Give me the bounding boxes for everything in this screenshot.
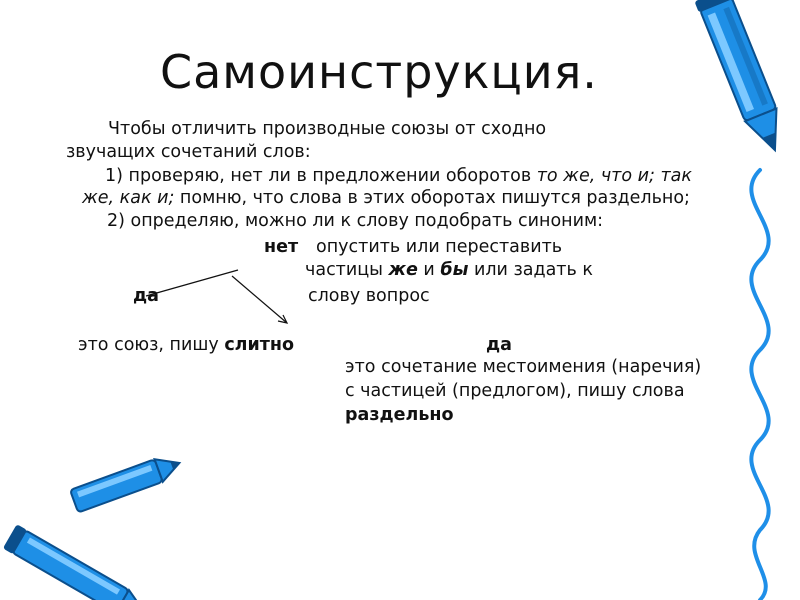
right-result-line-1: это сочетание местоимения (наречия) [345,357,702,377]
step1-text-b: помню, что слова в этих оборотах пишутся раздельно; [174,188,690,208]
right-yes-label: да [486,335,512,355]
right-result-line-3: раздельно [345,405,454,425]
step1-italic-b: же, как и; [82,188,175,208]
slide-title: Самоинструкция. [160,45,598,99]
intro-line-1: Чтобы отличить производные союзы от сходно [108,119,547,139]
step1-text-a: 1) проверяю, нет ли в предложении оборотов [105,166,537,186]
pencil-icon [660,0,800,190]
left-result-bold: слитно [224,335,295,355]
left-yes-label: да [133,286,159,306]
no-label: нет [264,237,299,257]
left-result-text: это союз, пишу [78,335,225,355]
intro-line-2: звучащих сочетаний слов: [66,142,311,162]
right-result-line-2: с частицей (предлогом), пишу слова [345,381,685,401]
no-branch-line-1: опустить или переставить [316,237,563,257]
no-branch-text-c: и [417,260,441,280]
particle-by: бы [440,260,469,280]
no-branch-text-e: или задать к [468,260,593,280]
step2-line: 2) определяю, можно ли к слову подобрать синоним: [107,211,604,231]
particle-zhe: же [388,260,418,280]
crossed-pencils-icon [0,470,180,600]
step1-italic-a: то же, что и; так [536,166,692,186]
no-branch-line-3: слову вопрос [308,286,430,306]
no-branch-text-a: частицы [305,260,389,280]
